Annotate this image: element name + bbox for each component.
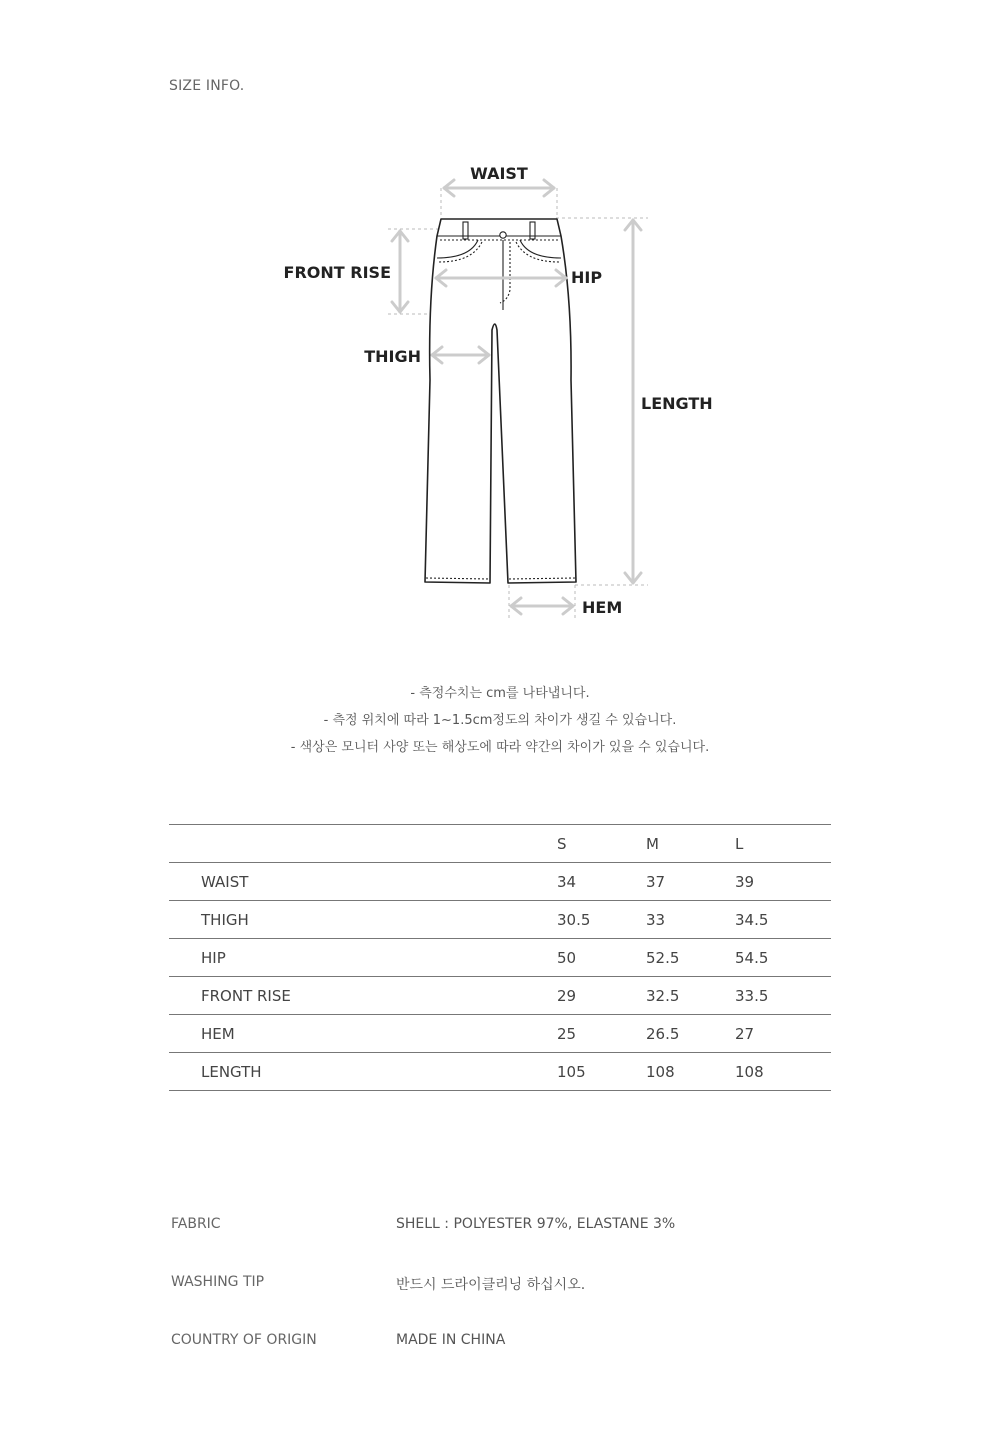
cell-value: 29 xyxy=(557,977,646,1015)
info-value: SHELL : POLYESTER 97%, ELASTANE 3% xyxy=(396,1216,676,1232)
section-title: SIZE INFO. xyxy=(169,78,245,94)
waist-label: WAIST xyxy=(470,164,528,183)
table-header-row xyxy=(169,825,831,863)
header-size-m: M xyxy=(646,825,735,863)
info-key: WASHING TIP xyxy=(171,1274,265,1290)
cell-value: 26.5 xyxy=(646,1015,735,1053)
cell-value: 25 xyxy=(557,1015,646,1053)
cell-value: 30.5 xyxy=(557,901,646,939)
cell-value: 34 xyxy=(557,863,646,901)
info-value: MADE IN CHINA xyxy=(396,1332,506,1348)
table-row xyxy=(169,977,831,1015)
pants-outline xyxy=(425,219,576,583)
note-line: - 색상은 모니터 사양 또는 해상도에 따라 약간의 차이가 있을 수 있습니다. xyxy=(290,740,710,755)
row-label: HIP xyxy=(169,939,557,977)
cell-value: 37 xyxy=(646,863,735,901)
row-label: FRONT RISE xyxy=(169,977,557,1015)
cell-value: 54.5 xyxy=(735,939,831,977)
cell-value: 34.5 xyxy=(735,901,831,939)
note-line: - 측정 위치에 따라 1~1.5cm정도의 차이가 생길 수 있습니다. xyxy=(323,713,677,728)
row-label: THIGH xyxy=(169,901,557,939)
row-label: HEM xyxy=(169,1015,557,1053)
row-label: LENGTH xyxy=(169,1053,557,1091)
cell-value: 33 xyxy=(646,901,735,939)
table-row xyxy=(169,1053,831,1091)
table-row xyxy=(169,901,831,939)
table-row xyxy=(169,939,831,977)
table-row xyxy=(169,1015,831,1053)
cell-value: 32.5 xyxy=(646,977,735,1015)
info-key: COUNTRY OF ORIGIN xyxy=(171,1332,317,1348)
cell-value: 108 xyxy=(735,1053,831,1091)
cell-value: 50 xyxy=(557,939,646,977)
hip-label: HIP xyxy=(571,268,603,287)
info-key: FABRIC xyxy=(171,1216,221,1232)
hem-label: HEM xyxy=(582,598,623,617)
cell-value: 52.5 xyxy=(646,939,735,977)
table-row xyxy=(169,863,831,901)
pants-measurement-diagram xyxy=(0,0,1000,640)
cell-value: 39 xyxy=(735,863,831,901)
cell-value: 27 xyxy=(735,1015,831,1053)
cell-value: 108 xyxy=(646,1053,735,1091)
info-value: 반드시 드라이클리닝 하십시오. xyxy=(396,1277,586,1293)
front-rise-label: FRONT RISE xyxy=(283,263,391,282)
header-size-l: L xyxy=(735,825,831,863)
header-size-s: S xyxy=(557,825,646,863)
size-table xyxy=(169,824,831,1091)
header-cell xyxy=(169,825,557,863)
row-label: WAIST xyxy=(169,863,557,901)
cell-value: 33.5 xyxy=(735,977,831,1015)
cell-value: 105 xyxy=(557,1053,646,1091)
thigh-label: THIGH xyxy=(364,347,421,366)
note-line: - 측정수치는 cm를 나타냅니다. xyxy=(410,686,590,701)
measurement-notes xyxy=(0,680,1000,761)
length-label: LENGTH xyxy=(641,394,713,413)
